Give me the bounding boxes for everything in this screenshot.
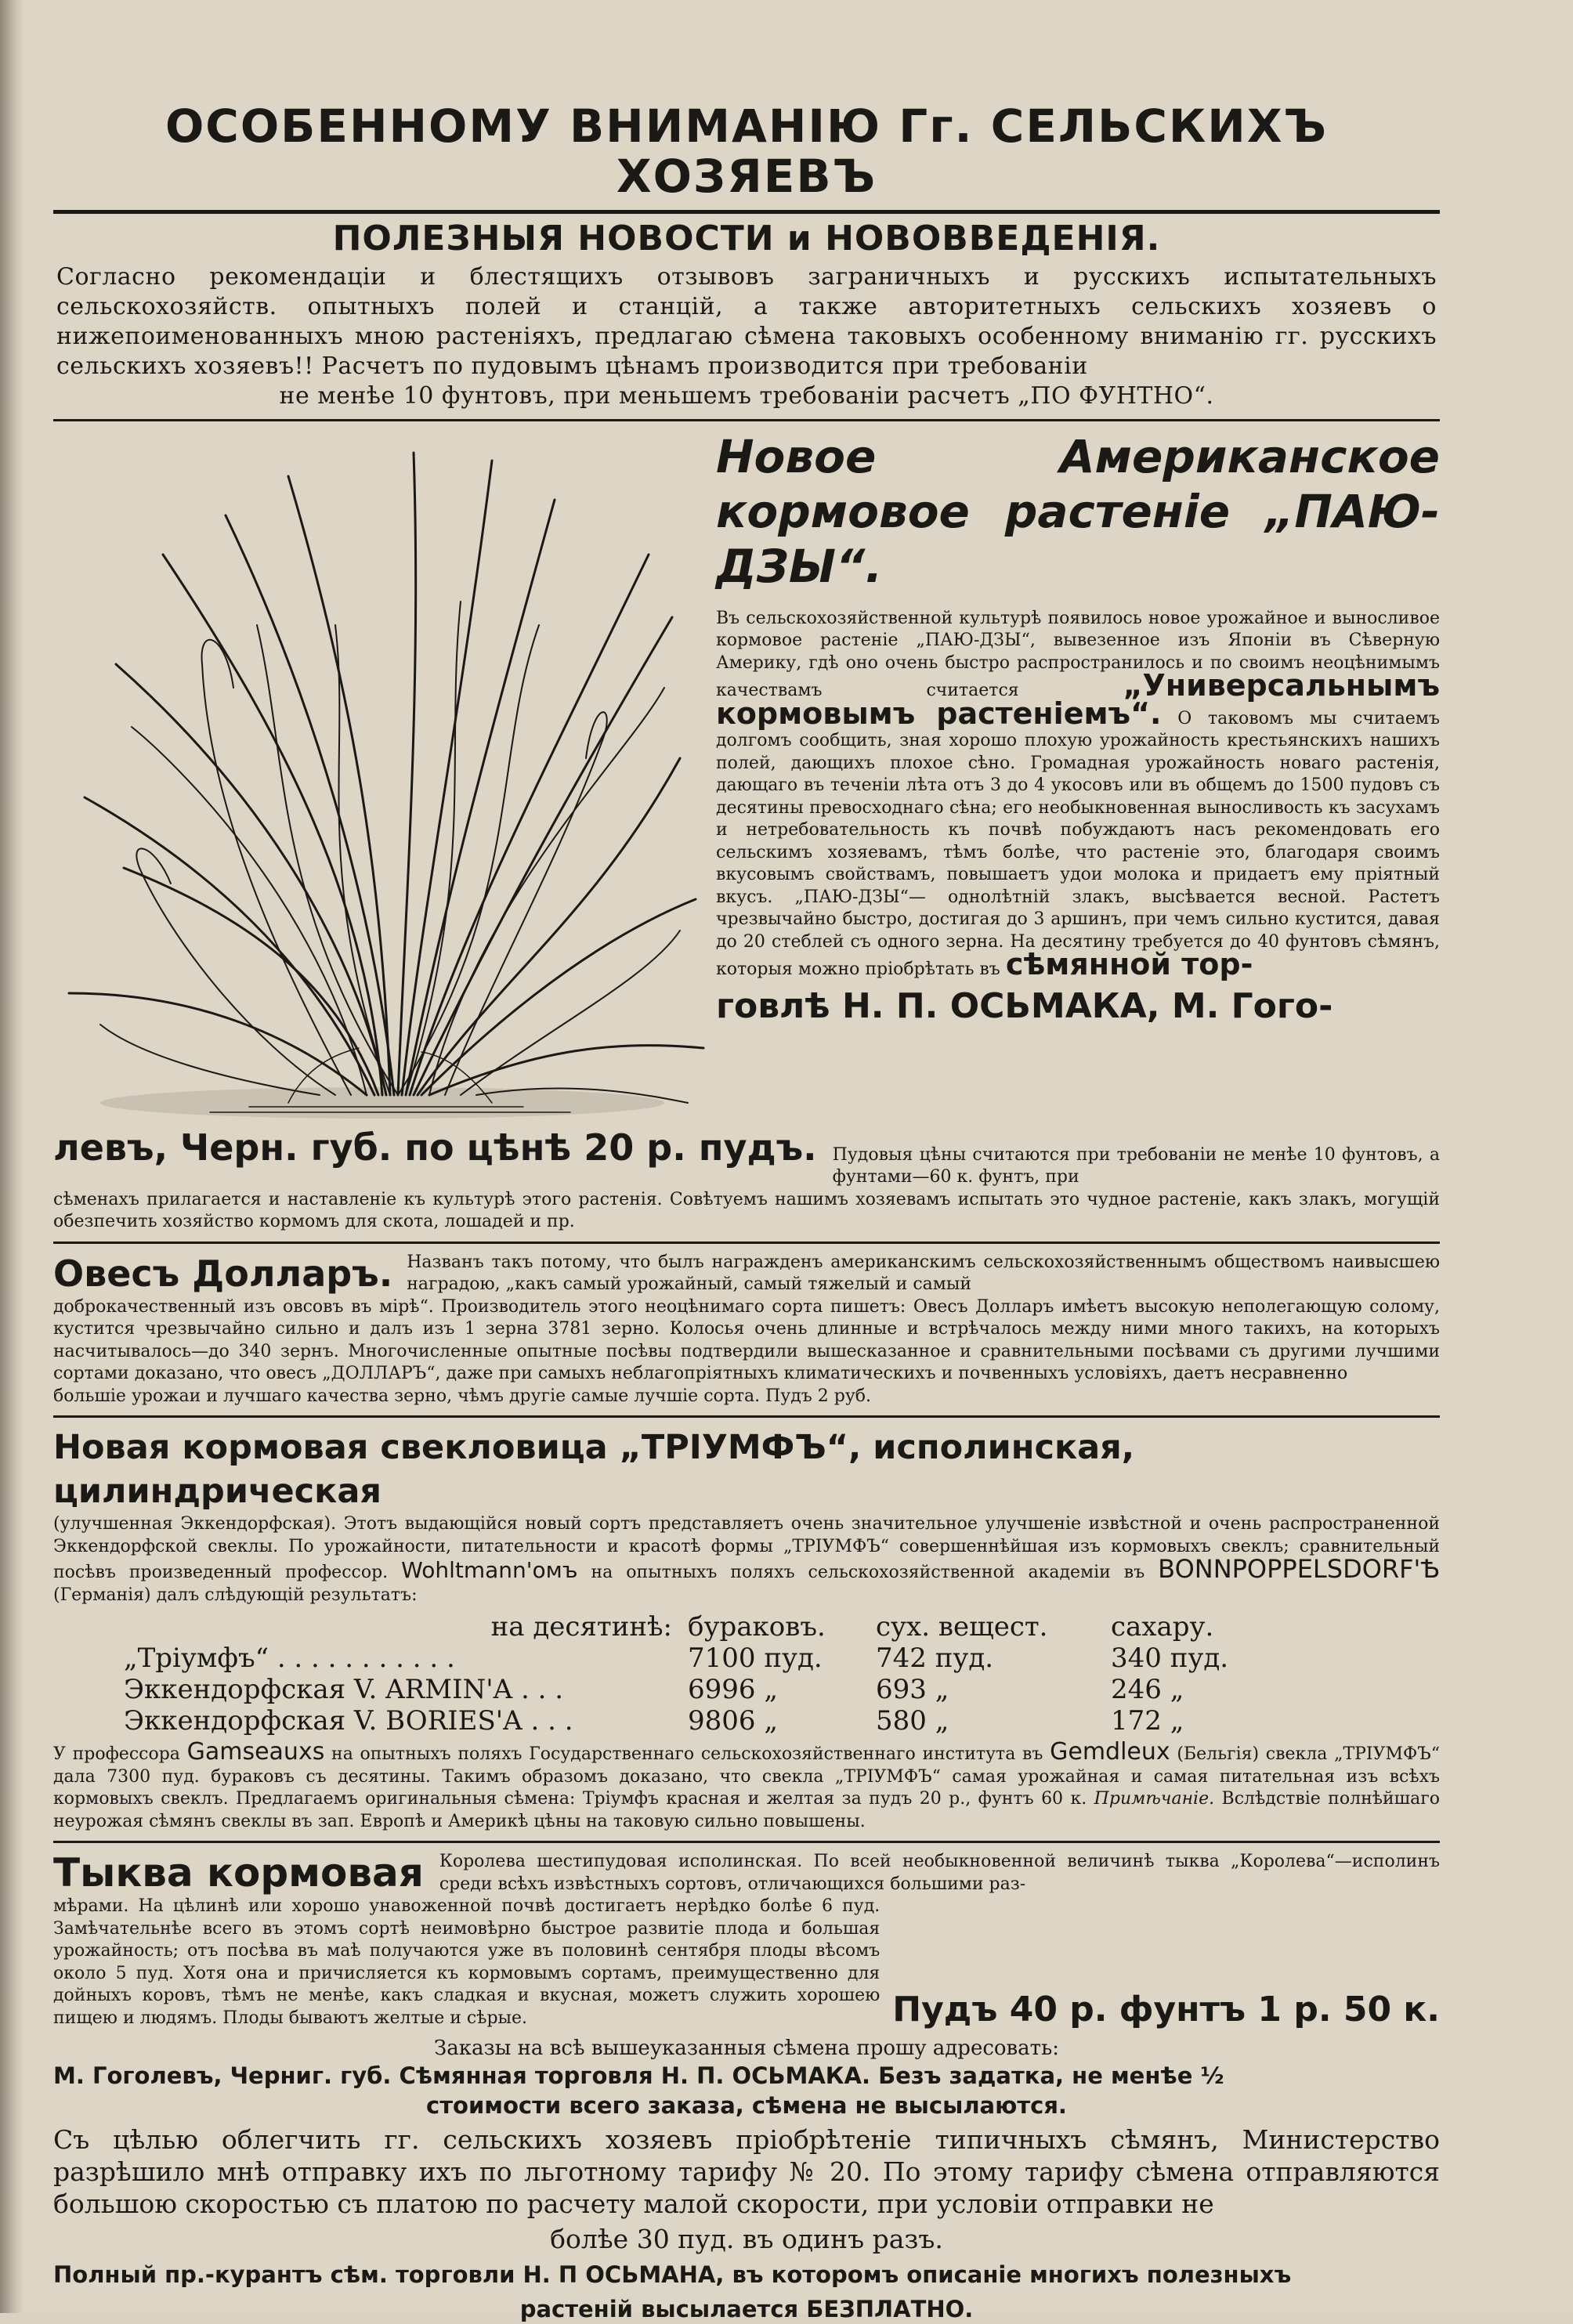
table-cell: 7100 пуд. — [688, 1643, 823, 1675]
payu-text-1: Въ сельскохозяйственной культурѣ появилось новое урожайное и выносливое кормовое растеніе „ПАЮ-ДЗЫ“, вывезенное изъ Японіи въ Сѣверную Америку, гдѣ оно очень быстро распространилось и по своимъ неоцѣнимымъ качествамъ считается — [716, 608, 1440, 701]
page-binding-shadow — [0, 0, 24, 2313]
payu-price-row — [53, 1126, 1440, 1189]
page-subtitle: ПОЛЕЗНЫЯ НОВОСТИ и НОВОВВЕДЕНІЯ. — [332, 218, 1161, 258]
payu-price: левъ, Черн. губ. по цѣнѣ 20 р. пудъ. — [53, 1126, 817, 1169]
beet-after-2: на опытныхъ поляхъ Государственнаго сельскохозяйственнаго института въ — [331, 1744, 1043, 1765]
beet-results-table — [124, 1611, 1440, 1737]
beet-text — [53, 1513, 1440, 1607]
payu-price-note: Пудовыя цѣны считаются при требованіи не менѣе 10 фунтовъ, а фунтами—60 к. фунтъ, при — [832, 1144, 1440, 1187]
ministry-text-last: болѣе 30 пуд. въ одинъ разъ. — [550, 2224, 943, 2255]
grass-illustration — [53, 429, 711, 1126]
oats-text-last: большіе урожаи и лучшаго качества зерно, чѣмъ другіе самые лучшіе сорта. Пудъ 2 руб. — [53, 1386, 872, 1406]
table-cell: 580 „ — [876, 1705, 949, 1737]
payu-paragraph — [716, 608, 1440, 981]
divider — [53, 1415, 1440, 1418]
intro-last-line: не менѣе 10 фунтовъ, при меньшемъ требованіи расчетъ „ПО ФУНТНО“. — [279, 381, 1214, 410]
oats-header — [53, 1252, 1440, 1296]
pumpkin-price: Пудъ 40 р. фунтъ 1 р. 50 к. — [892, 1990, 1440, 2030]
table-row — [124, 1705, 1440, 1737]
divider — [53, 419, 1440, 421]
payu-section — [53, 429, 1440, 1126]
table-header-cell: на десятинѣ: — [490, 1611, 672, 1643]
oats-text: доброкачественный изъ овсовъ въ мірѣ“. Производитель этого неоцѣнимаго сорта пишетъ: Овесъ Долларъ имѣетъ высокую неполегающую солому, кустится чрезвычайно сильно и далъ изъ 1 зерна 3781 зерно. Колосья очень длинные и встрѣчалось между ними много такихъ, на которыхъ насчитывалось—до 340 зернъ. Многочисленные опытные посѣвы подтвердили вышесказанное и сравнительными посѣвами съ другими лучшими сортами доказано, что овесъ „ДОЛЛАРЪ“, даже при самыхъ неблагопріятныхъ климатическихъ и почвенныхъ условіяхъ, даетъ несравненно — [53, 1296, 1440, 1384]
table-row — [124, 1643, 1440, 1674]
beet-text-3: (Германія) далъ слѣдующій результатъ: — [53, 1585, 418, 1605]
table-header-cell: сахару. — [1111, 1611, 1214, 1643]
beet-professor: Wohltmann'омъ — [401, 1557, 578, 1584]
beet-note-label: Примѣчаніе. — [1094, 1789, 1215, 1809]
payu-text — [711, 429, 1440, 1126]
orders-line-1: Заказы на всѣ вышеуказанныя сѣмена прошу адресовать: — [434, 2037, 1059, 2061]
payu-seller-1: сѣмянной тор- — [1005, 947, 1253, 982]
table-cell: 9806 „ — [688, 1705, 778, 1737]
table-cell: 742 пуд. — [876, 1643, 994, 1675]
divider — [53, 210, 1440, 214]
beet-title: Новая кормовая свекловица „ТРІУМФЪ“, исполинская, цилиндрическая — [53, 1428, 1135, 1512]
beet-after-1: У профессора — [53, 1744, 180, 1765]
pumpkin-header — [53, 1851, 1440, 1896]
pumpkin-title: Тыква кормовая — [53, 1850, 424, 1896]
orders-line-3: стоимости всего заказа, сѣмена не высылаются. — [426, 2092, 1067, 2120]
table-cell: Эккендорфская V. BORIES'A . . . — [124, 1705, 573, 1737]
divider — [53, 1242, 1440, 1244]
divider — [53, 1841, 1440, 1843]
table-header-cell: бураковъ. — [688, 1611, 826, 1643]
payu-title: Новое Американское кормовое растеніе „ПАЮ-ДЗЫ“. — [716, 429, 1440, 593]
intro-text: Согласно рекомендаціи и блестящихъ отзывовъ заграничныхъ и русскихъ испытательныхъ сельскохозяйств. опытныхъ полей и станцій, а также авторитетныхъ сельскихъ хозяевъ о нижепоименованныхъ мною растеніяхъ, предлагаю сѣмена таковыхъ особенному вниманію гг. русскихъ сельскихъ хозяевъ!! Расчетъ по пудовымъ цѣнамъ производится при требованіи — [56, 262, 1437, 380]
table-cell: 246 „ — [1111, 1674, 1184, 1706]
beet-place-2: Gemdleux — [1050, 1738, 1170, 1766]
beet-text-2: на опытныхъ поляхъ сельскохозяйственной академіи въ — [591, 1563, 1145, 1583]
table-cell: 340 пуд. — [1111, 1643, 1229, 1675]
beet-after-text — [53, 1738, 1441, 1833]
payu-closing: сѣменахъ прилагается и наставленіе къ культурѣ этого растенія. Совѣтуемъ нашимъ хозяевамъ испытать это чудное растеніе, какъ злакъ, могущій обезпечить хозяйство кормомъ для скота, лошадей и пр. — [53, 1189, 1440, 1232]
oats-text-head: Названъ такъ потому, что былъ награжденъ американскимъ сельскохозяйственнымъ обществомъ наивысшею наградою, „какъ самый урожайный, самый тяжелый и самый — [407, 1252, 1440, 1295]
payu-seller-2: говлѣ Н. П. ОСЬМАКА, М. Гого- — [716, 985, 1333, 1026]
orders-line-2: М. Гоголевъ, Черниг. губ. Сѣмянная торговля Н. П. ОСЬМАКА. Безъ задатка, не менѣе ½ — [53, 2062, 1224, 2090]
beet-text-1: (улучшенная Эккендорфская). Этотъ выдающійся новый сортъ представляетъ очень значительное улучшеніе извѣстной и очень распространенной Эккендорфской свеклы. По урожайности, питательности и красотѣ формы „ТРІУМФЪ“ совершеннѣйшая изъ кормовыхъ свеклъ; сравнительный посѣвъ произведенный профессор. — [53, 1514, 1440, 1583]
table-cell: 693 „ — [876, 1674, 949, 1706]
table-cell: 172 „ — [1111, 1705, 1184, 1737]
beet-professor-2: Gamseauxs — [186, 1738, 325, 1766]
pumpkin-text-head: Королева шестипудовая исполинская. По всей необыкновенной величинѣ тыква „Королева“—исполинъ среди всѣхъ извѣстныхъ сортовъ, отличающихся большими раз- — [439, 1852, 1440, 1894]
payu-emphasis: „Универсальнымъ кормовымъ растеніемъ“. — [716, 668, 1441, 731]
table-row — [124, 1674, 1440, 1705]
beet-after-4: Вслѣдствіе полнѣйшаго неурожая сѣмянъ свеклы въ зап. Европѣ и Америкѣ цѣны на таковую сильно повышены. — [53, 1789, 1440, 1831]
table-header — [124, 1611, 1440, 1643]
beet-place: BONNPOPPELSDORF'Ѣ — [1158, 1554, 1440, 1585]
ministry-text: Съ цѣлью облегчить гг. сельскихъ хозяевъ пріобрѣтеніе типичныхъ сѣмянъ, Министерство разрѣшило мнѣ отправку ихъ по льготному тарифу № 20. По этому тарифу сѣмена отправляются большою скоростью съ платою по расчету малой скорости, при условіи отправки не — [53, 2124, 1440, 2220]
beet-after-3: (Бельгія) свекла „ТРІУМФЪ“ дала 7300 пуд. бураковъ съ десятины. Такимъ образомъ доказано, что свекла „ТРІУМФЪ“ самая урожайная и самая питательная изъ всѣхъ кормовыхъ свеклъ. Предлагаемъ оригинальныя сѣмена: Тріумфъ красная и желтая за пудъ 20 р., фунтъ 60 к. — [53, 1744, 1441, 1809]
footer-line-2: растеній высылается БЕЗПЛАТНО. — [519, 2296, 974, 2323]
table-header-cell: сух. вещест. — [876, 1611, 1048, 1643]
table-cell: 6996 „ — [688, 1674, 778, 1706]
table-cell: Эккендорфская V. ARMIN'A . . . — [124, 1674, 564, 1706]
oats-title: Овесъ Долларъ. — [53, 1252, 393, 1295]
pumpkin-text: мѣрами. На цѣлинѣ или хорошо унавоженной почвѣ достигаетъ нерѣдко болѣе 6 пуд. Замѣчательнѣе всего въ этомъ сортѣ неимовѣрно быстрое развитіе плода и большая урожайность; отъ посѣва въ маѣ получаются уже въ половинѣ сентября плоды вѣсомъ около 5 пуд. Хотя она и причисляется къ кормовымъ сортамъ, преимущественно для дойныхъ коровъ, тѣмъ не менѣе, какъ сладкая и вкусная, можетъ служить хорошею пищею и людямъ. Плоды бываютъ желтые и сѣрые. — [53, 1896, 881, 2028]
pumpkin-body — [53, 1896, 1440, 2029]
payu-text-2: О таковомъ мы считаемъ долгомъ сообщить, зная хорошо плохую урожайность крестьянскихъ нашихъ полей, дающихъ плохое сѣно. Громадная урожайность новаго растенія, дающаго въ теченіи лѣта отъ 3 до 4 укосовъ или въ общемъ до 1500 пудовъ съ десятины превосходнаго сѣна; его необыкновенная выносливость къ засухамъ и нетребовательность къ почвѣ побуждаютъ насъ рекомендовать его сельскимъ хозяевамъ, тѣмъ болѣе, что растеніе это, благодаря своимъ вкусовымъ свойствамъ, повышаетъ удои молока и придаетъ ему пріятный вкусъ. „ПАЮ-ДЗЫ“— однолѣтній злакъ, высѣвается весной. Растетъ чрезвычайно быстро, достигая до 3 аршинъ, при чемъ сильно кустится, давая до 20 стеблей съ одного зерна. На десятину требуется до 40 фунтовъ сѣмянъ, которыя можно пріобрѣтать въ — [716, 708, 1440, 980]
footer-line-1: Полный пр.-курантъ сѣм. торговли Н. П ОСЬМАНА, въ которомъ описаніе многихъ полезныхъ — [53, 2261, 1292, 2289]
table-cell: „Тріумфъ“ . . . . . . . . . . . — [124, 1643, 455, 1675]
page-title: ОСОБЕННОМУ ВНИМАНІЮ Гг. СЕЛЬСКИХЪ ХОЗЯЕВЪ — [165, 99, 1329, 203]
